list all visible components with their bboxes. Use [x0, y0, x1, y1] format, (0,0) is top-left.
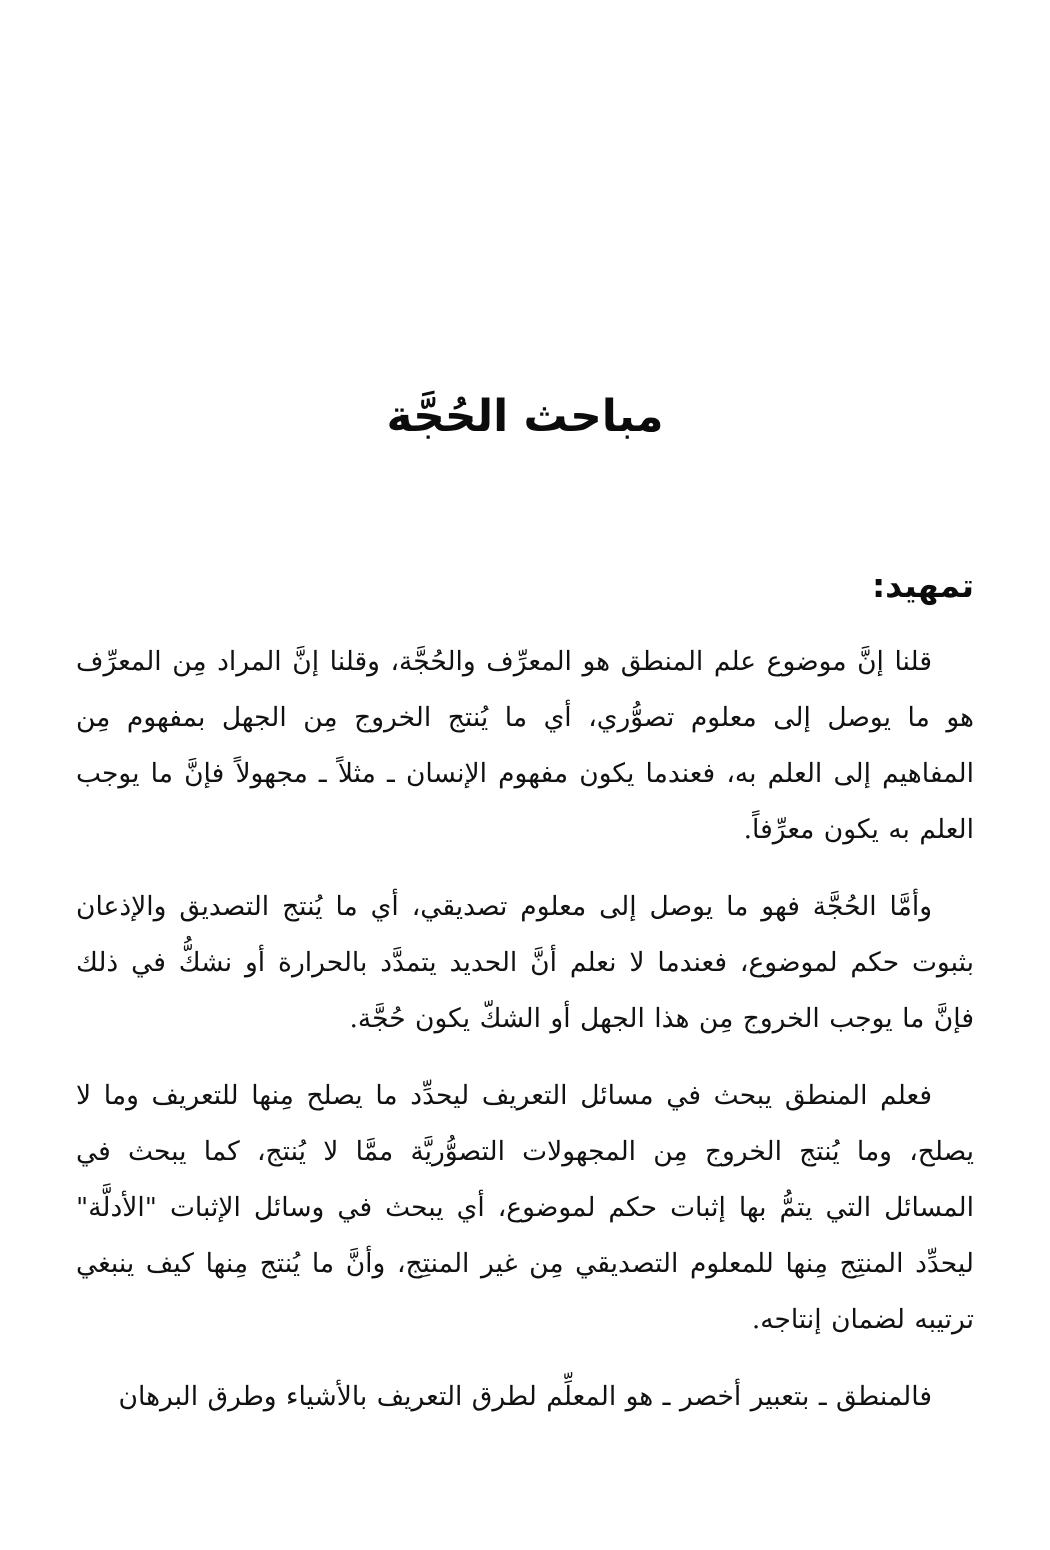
paragraph-4: فالمنطق ـ بتعبير أخصر ـ هو المعلِّم لطرق التعريف بالأشياء وطرق البرهان: [118, 1381, 932, 1412]
paragraph-1: قلنا إنَّ موضوع علم المنطق هو المعرِّف والحُجَّة، وقلنا إنَّ المراد مِن المعرِّف هو ما يوصل إلى معلوم تصوُّري، أي ما يُنتج الخروج مِن الجهل بمفهوم مِن المفاهيم إلى العلم به، فعندما يكون مفهوم الإنسان ـ مثلاً ـ مجهولاً فإنَّ ما يوجب العلم به يكون معرِّفاً.: [76, 646, 974, 845]
body-text: [76, 634, 974, 1446]
section-heading: تمهيد:: [871, 566, 974, 605]
paragraph-2: وأمَّا الحُجَّة فهو ما يوصل إلى معلوم تصديقي، أي ما يُنتج التصديق والإذعان بثبوت حكم لموضوع، فعندما لا نعلم أنَّ الحديد يتمدَّد بالحرارة أو نشكُّ في ذلك فإنَّ ما يوجب الخروج مِن هذا الجهل أو الشكّ يكون حُجَّة.: [76, 891, 974, 1034]
paragraph-3: فعلم المنطق يبحث في مسائل التعريف ليحدِّد ما يصلح مِنها للتعريف وما لا يصلح، وما يُنتج الخروج مِن المجهولات التصوُّريَّة ممَّا لا يُنتج، كما يبحث في المسائل التي يتمُّ بها إثبات حكم لموضوع، أي يبحث في وسائل الإثبات "الأدلَّة" ليحدِّد المنتِج مِنها للمعلوم التصديقي مِن غير المنتِج، وأنَّ ما يُنتج مِنها كيف ينبغي ترتيبه لضمان إنتاجه.: [76, 1080, 974, 1335]
chapter-title: مباحث الحُجَّة: [386, 391, 664, 442]
